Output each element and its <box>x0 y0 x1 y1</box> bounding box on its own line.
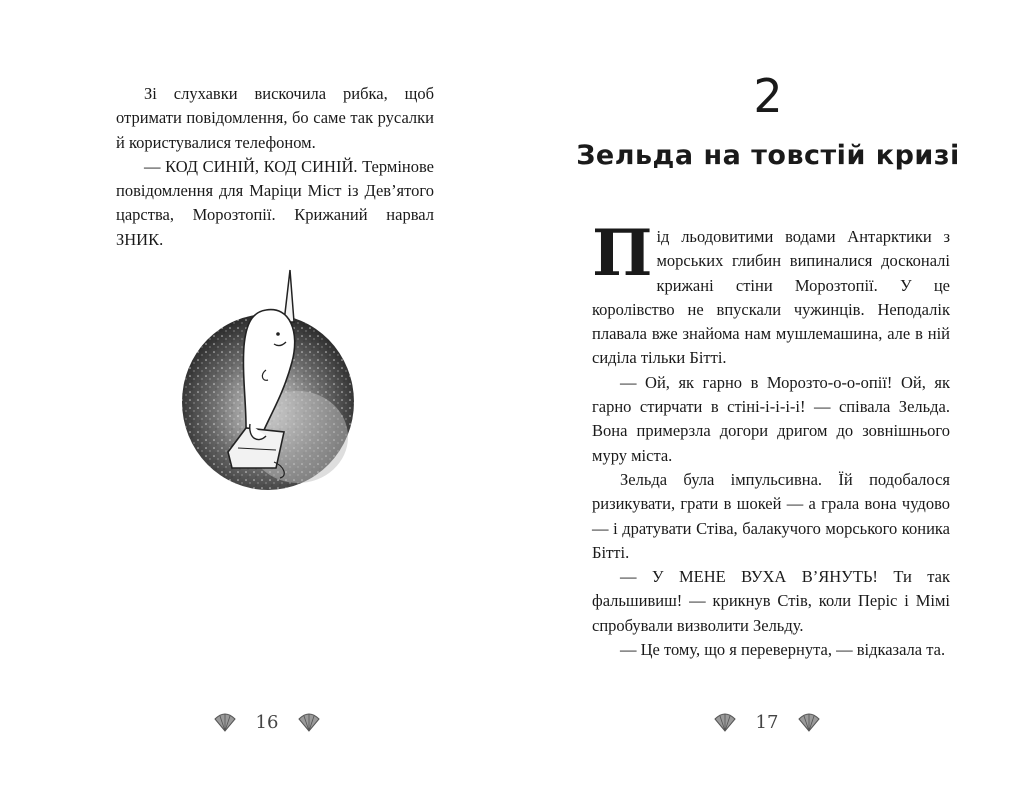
right-page <box>512 0 1024 788</box>
left-page-text <box>116 82 434 252</box>
seashell-icon <box>796 709 822 735</box>
page-number: 16 <box>255 711 279 733</box>
paragraph: — Це тому, що я перевернута, — відказала та. <box>620 640 946 660</box>
chapter-number: 2 <box>753 69 783 123</box>
paragraph: Зельда була імпульсивна. Їй подобалося ризикувати, грати в шокей — а грала вона чудово — і дратувати Стіва, балакучого морського коника Бітті. <box>592 469 950 562</box>
seashell-icon <box>212 709 238 735</box>
paragraph-first-text: ід льодовитими водами Антарктики з морських глибин випиналися досконалі крижані стіни Морозтопії. У це королівство не впускали чужинців. Неподалік плавала вже знайома нам мушлемашина, але в ній сиділа тільки Бітті. <box>592 227 950 368</box>
page-footer <box>707 702 827 742</box>
paragraph-first <box>592 216 950 371</box>
page-number: 17 <box>755 711 779 733</box>
paragraph: Зі слухавки вискочила рибка, щоб отримати повідомлення, бо саме так русалки й користувалися телефоном. <box>116 84 434 152</box>
paragraph: — У МЕНЕ ВУХА В’ЯНУТЬ! Ти так фальшивиш! — крикнув Стів, коли Періс і Мімі спробували визволити Зельду. <box>592 567 950 635</box>
paragraph: — КОД СИНІЙ, КОД СИНІЙ. Термінове повідомлення для Маріци Міст із Дев’ятого царства, Морозтопії. Крижаний нарвал ЗНИК. <box>116 156 434 249</box>
chapter-title: Зельда на товстій кризі <box>576 140 960 171</box>
narwhal-illustration <box>180 262 356 498</box>
seashell-icon <box>712 709 738 735</box>
right-page-text <box>592 216 950 662</box>
page-footer <box>207 702 327 742</box>
paragraph: — Ой, як гарно в Морозто-о-о-опії! Ой, як гарно стирчати в стіні-і-і-і-і! — співала Зельда. Вона примерзла догори дригом до зовнішнього муру міста. <box>592 372 950 465</box>
drop-cap: П <box>592 216 651 291</box>
seashell-icon <box>296 709 322 735</box>
